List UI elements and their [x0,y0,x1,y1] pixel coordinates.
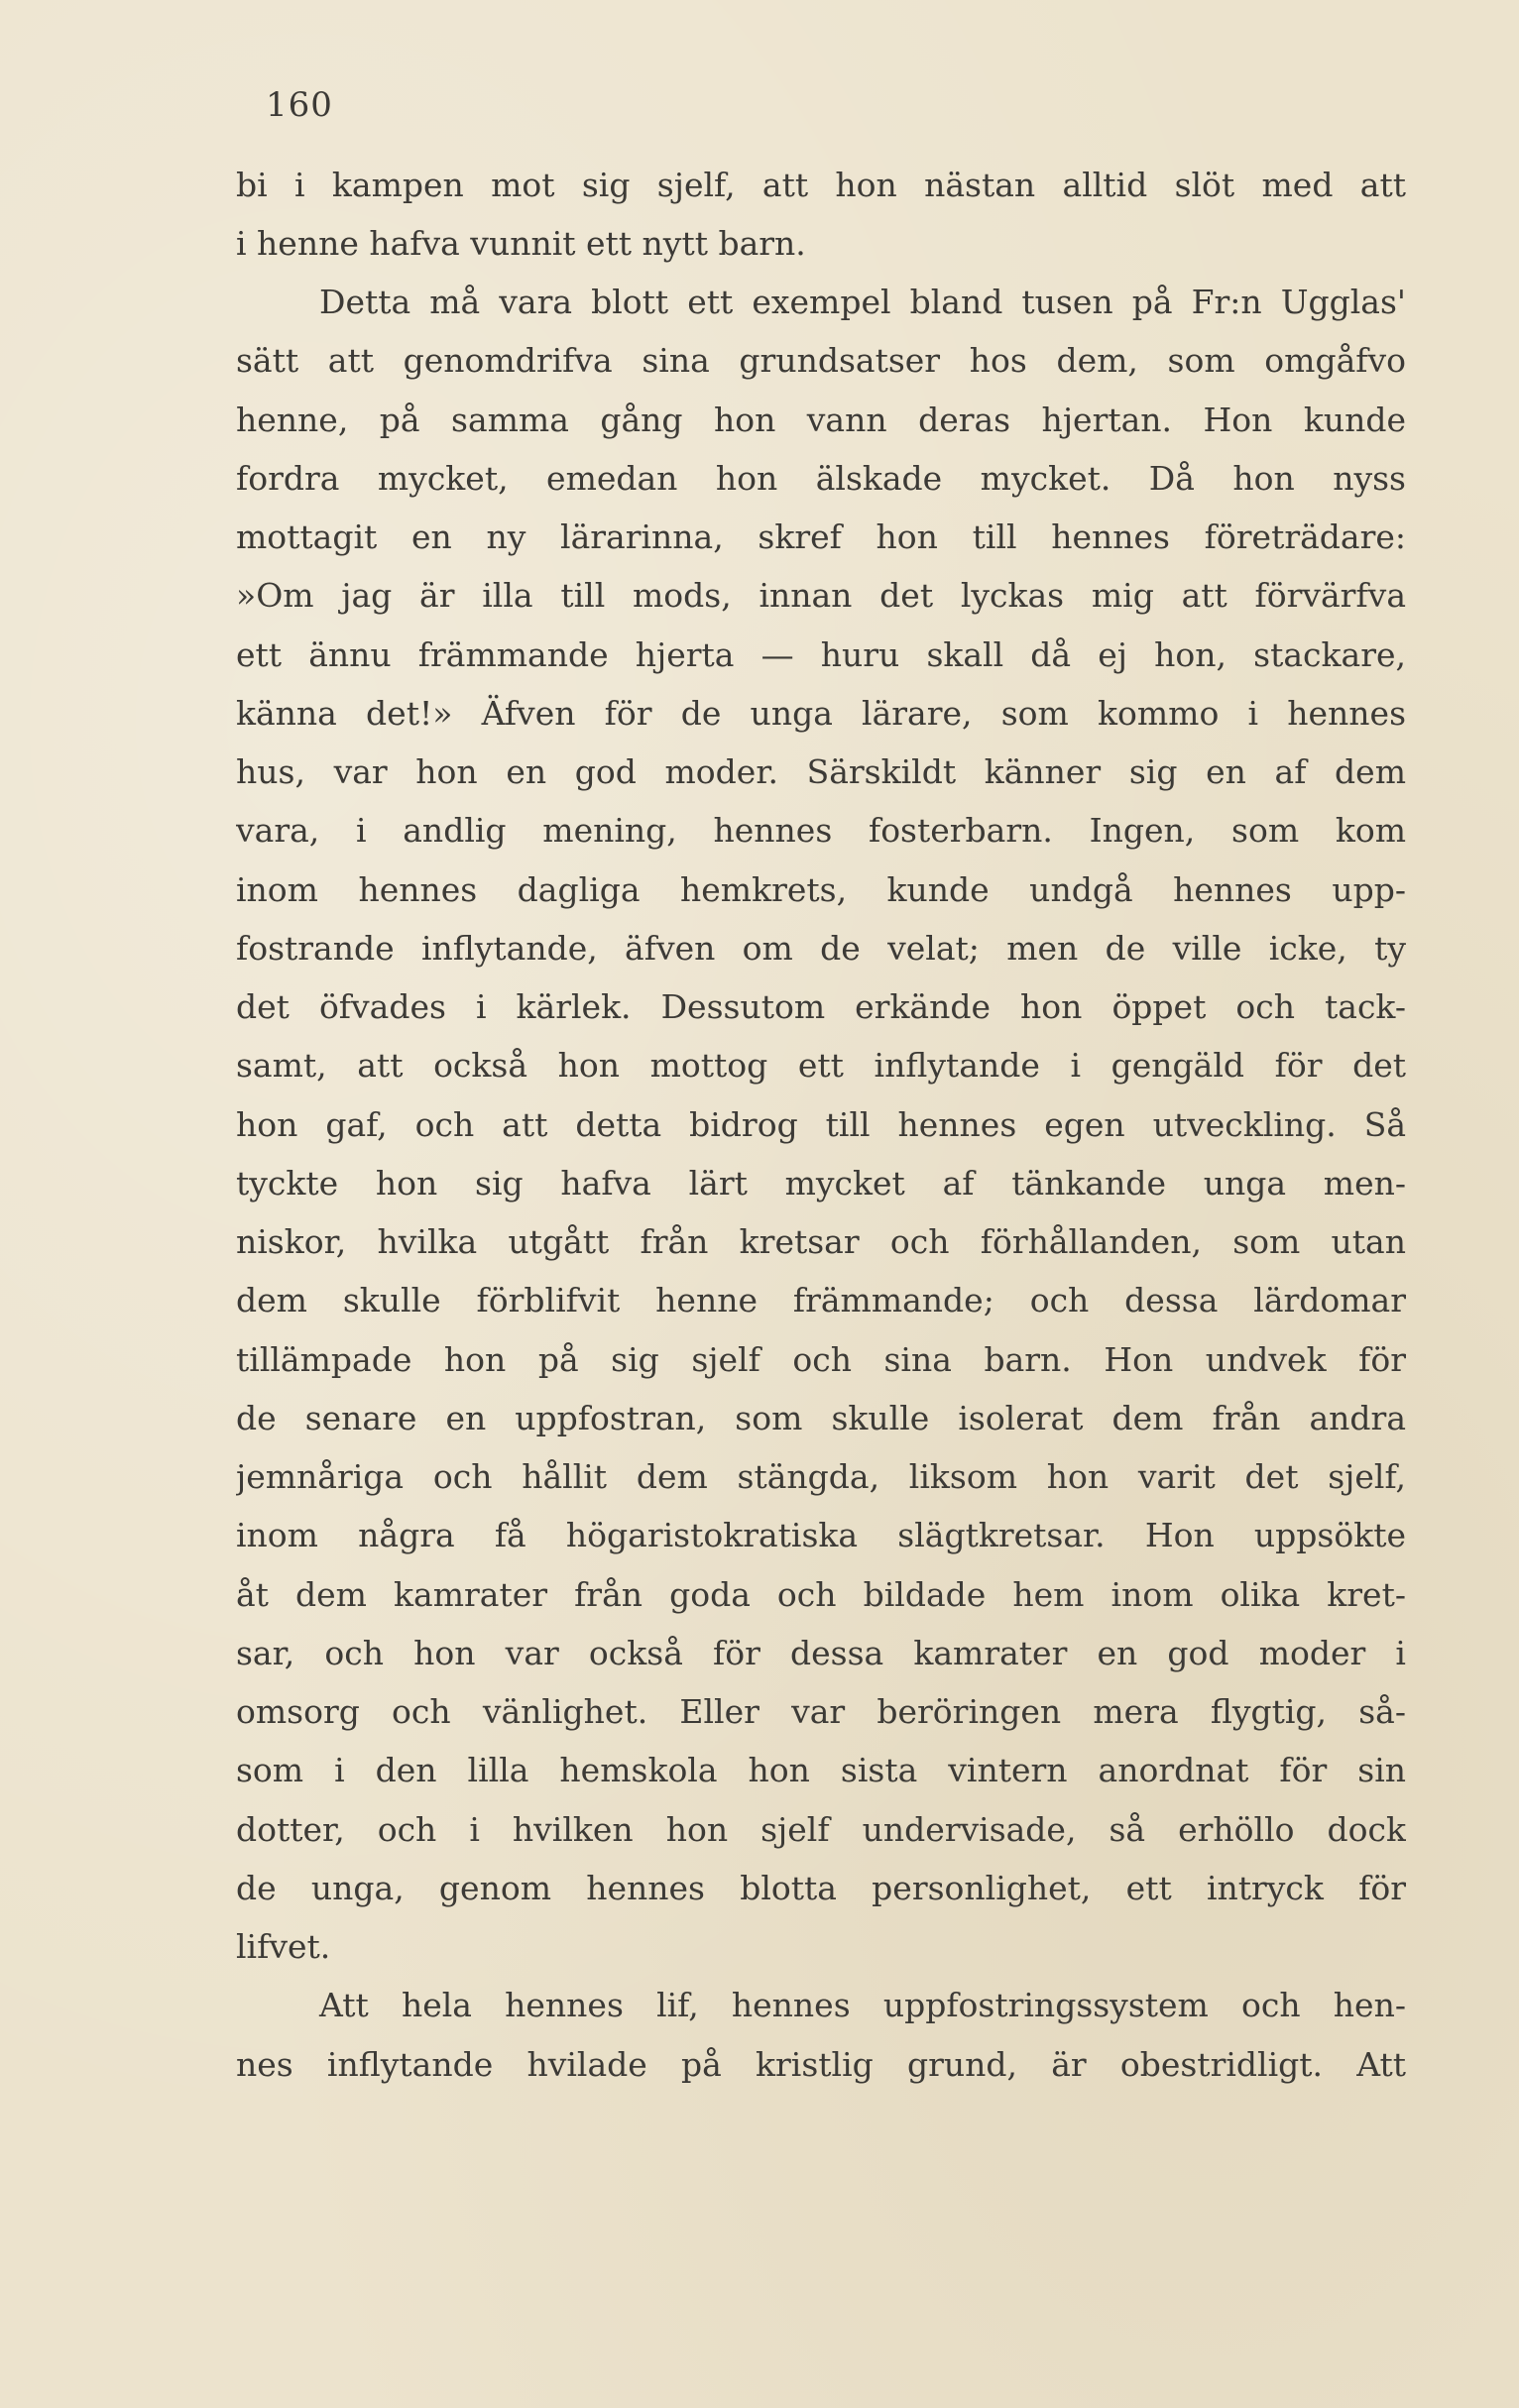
text-line: de unga, genom hennes blotta personlighet, ett intryck för [236,1869,1406,1907]
text-line: fordra mycket, emedan hon älskade mycket. Då hon nyss [236,459,1406,498]
text-line: tyckte hon sig hafva lärt mycket af tänkande unga men- [236,1164,1406,1203]
text-line: det öfvades i kärlek. Dessutom erkände hon öppet och tack- [236,987,1406,1026]
text-line: sätt att genomdrifva sina grundsatser hos dem, som omgåfvo [236,341,1406,380]
text-line: de senare en uppfostran, som skulle isolerat dem från andra [236,1399,1406,1437]
text-line: henne, på samma gång hon vann deras hjertan. Hon kunde [236,401,1406,439]
text-line: samt, att också hon mottog ett inflytande i gengäld för det [236,1046,1406,1085]
text-line: känna det!» Äfven för de unga lärare, som kommo i hennes [236,694,1406,733]
text-line: nes inflytande hvilade på kristlig grund, är obestridligt. Att [236,2045,1406,2084]
page-number: 160 [266,85,333,125]
text-line: fostrande inflytande, äfven om de velat; men de ville icke, ty [236,929,1406,968]
text-line: i henne hafva vunnit ett nytt barn. [236,224,806,263]
text-line: hon gaf, och att detta bidrog till hennes egen utveckling. Så [236,1105,1406,1144]
text-line: sar, och hon var också för dessa kamrater en god moder i [236,1634,1406,1672]
text-line: åt dem kamrater från goda och bildade hem inom olika kret- [236,1575,1406,1614]
text-line: Detta må vara blott ett exempel bland tusen på Fr:n Ugglas' [319,283,1406,321]
text-line: »Om jag är illa till mods, innan det lyckas mig att förvärfva [236,576,1406,615]
text-line: tillämpade hon på sig sjelf och sina barn. Hon undvek för [236,1340,1406,1379]
text-line: vara, i andlig mening, hennes fosterbarn. Ingen, som kom [236,811,1406,850]
text-line: inom några få högaristokratiska slägtkretsar. Hon uppsökte [236,1516,1406,1554]
text-line: dem skulle förblifvit henne främmande; och dessa lärdomar [236,1281,1406,1319]
text-line: omsorg och vänlighet. Eller var beröringen mera flygtig, så- [236,1692,1406,1731]
text-line: jemnåriga och hållit dem stängda, liksom hon varit det sjelf, [236,1457,1406,1496]
text-line: hus, var hon en god moder. Särskildt känner sig en af dem [236,752,1406,791]
text-line: bi i kampen mot sig sjelf, att hon nästan alltid slöt med att [236,166,1406,204]
text-line: lifvet. [236,1927,331,1966]
text-line: ett ännu främmande hjerta — huru skall då ej hon, stackare, [236,635,1406,674]
text-line: som i den lilla hemskola hon sista vintern anordnat för sin [236,1751,1406,1789]
text-line: Att hela hennes lif, hennes uppfostringssystem och hen- [319,1986,1406,2024]
text-line: mottagit en ny lärarinna, skref hon till hennes företrädare: [236,517,1406,556]
text-line: niskor, hvilka utgått från kretsar och förhållanden, som utan [236,1222,1406,1261]
text-line: inom hennes dagliga hemkrets, kunde undgå hennes upp- [236,870,1406,909]
text-line: dotter, och i hvilken hon sjelf undervisade, så erhöllo dock [236,1810,1406,1849]
